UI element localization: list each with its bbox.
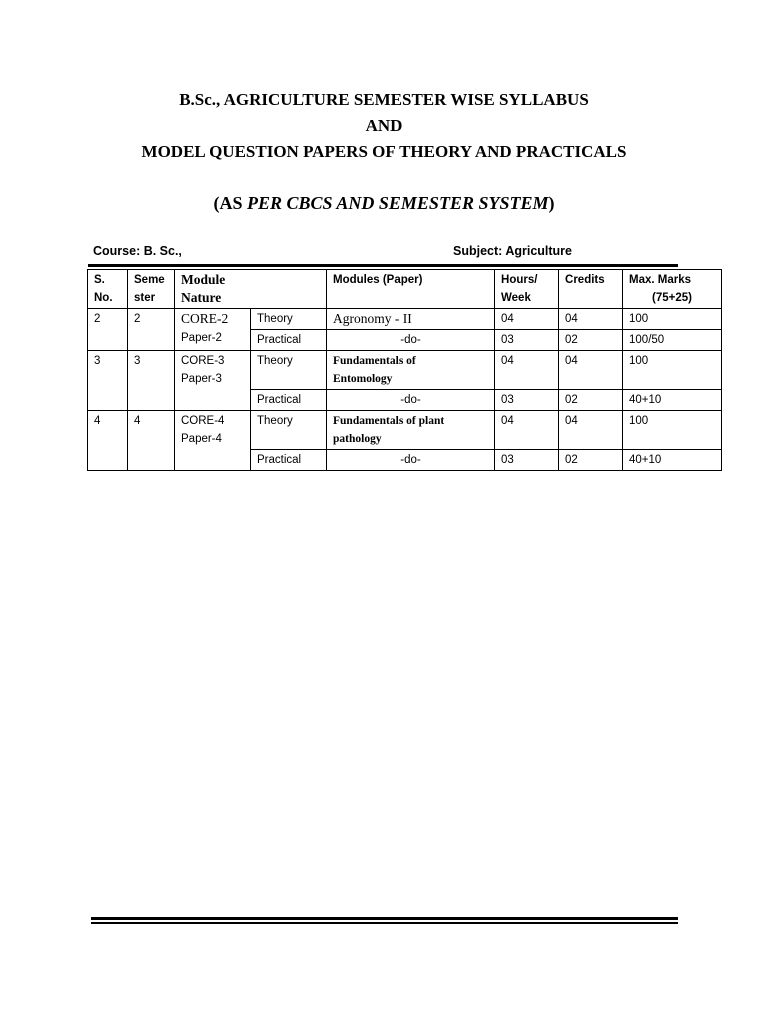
cell-type: Theory	[251, 411, 327, 450]
cell-semester: 2	[128, 309, 175, 351]
document-title-line3: MODEL QUESTION PAPERS OF THEORY AND PRACTICALS	[141, 142, 627, 161]
cell-module-name: -do-	[327, 330, 495, 351]
document-title-line2: AND	[365, 116, 403, 135]
cell-type: Theory	[251, 351, 327, 390]
header-modules: Modules (Paper)	[327, 270, 495, 309]
course-label: Course: B. Sc.,	[93, 244, 182, 258]
footer-rule-thick	[91, 917, 678, 920]
cell-type: Practical	[251, 390, 327, 411]
table-row	[88, 351, 722, 390]
title-line4-open: (AS	[213, 193, 248, 213]
cell-module-name: Agronomy - II	[327, 309, 495, 330]
cell-type: Practical	[251, 450, 327, 471]
subject-label: Subject: Agriculture	[453, 244, 572, 258]
cell-credits: 02	[559, 390, 623, 411]
cell-sno: 3	[88, 351, 128, 411]
header-max-marks: Max. Marks (75+25)	[623, 270, 722, 309]
cell-type: Theory	[251, 309, 327, 330]
table-header-row	[88, 270, 722, 309]
cell-hours: 04	[495, 351, 559, 390]
cell-marks: 100	[623, 309, 722, 330]
cell-marks: 100/50	[623, 330, 722, 351]
cell-sno: 2	[88, 309, 128, 351]
header-semester: Seme ster	[128, 270, 175, 309]
cell-module-name: -do-	[327, 390, 495, 411]
cell-module: CORE-2 Paper-2	[175, 309, 251, 351]
cell-credits: 04	[559, 411, 623, 450]
cell-hours: 03	[495, 330, 559, 351]
cell-credits: 04	[559, 309, 623, 330]
cell-module-name: -do-	[327, 450, 495, 471]
header-rule	[88, 264, 678, 267]
header-module-nature: Module Nature	[175, 270, 327, 309]
cell-semester: 4	[128, 411, 175, 471]
cell-type: Practical	[251, 330, 327, 351]
cell-marks: 40+10	[623, 390, 722, 411]
cell-module: CORE-3 Paper-3	[175, 351, 251, 411]
cell-hours: 04	[495, 411, 559, 450]
cell-credits: 02	[559, 450, 623, 471]
cell-semester: 3	[128, 351, 175, 411]
syllabus-table	[87, 269, 722, 471]
footer-rule-thin	[91, 922, 678, 924]
cell-marks: 100	[623, 411, 722, 450]
header-sno: S. No.	[88, 270, 128, 309]
table-row	[88, 309, 722, 330]
cell-credits: 04	[559, 351, 623, 390]
cell-module: CORE-4 Paper-4	[175, 411, 251, 471]
header-hours: Hours/ Week	[495, 270, 559, 309]
table-row	[88, 411, 722, 450]
cell-module-name: Fundamentals of plant pathology	[327, 411, 495, 450]
document-title-line4	[0, 193, 768, 213]
cell-sno: 4	[88, 411, 128, 471]
cell-hours: 03	[495, 450, 559, 471]
cell-marks: 40+10	[623, 450, 722, 471]
title-line4-italic: PER CBCS AND SEMESTER SYSTEM	[247, 193, 549, 213]
title-line4-close: )	[548, 193, 555, 213]
cell-module-name: Fundamentals of Entomology	[327, 351, 495, 390]
cell-marks: 100	[623, 351, 722, 390]
cell-hours: 03	[495, 390, 559, 411]
document-title-line1: B.Sc., AGRICULTURE SEMESTER WISE SYLLABUS	[179, 90, 589, 109]
cell-credits: 02	[559, 330, 623, 351]
cell-hours: 04	[495, 309, 559, 330]
header-credits: Credits	[559, 270, 623, 309]
